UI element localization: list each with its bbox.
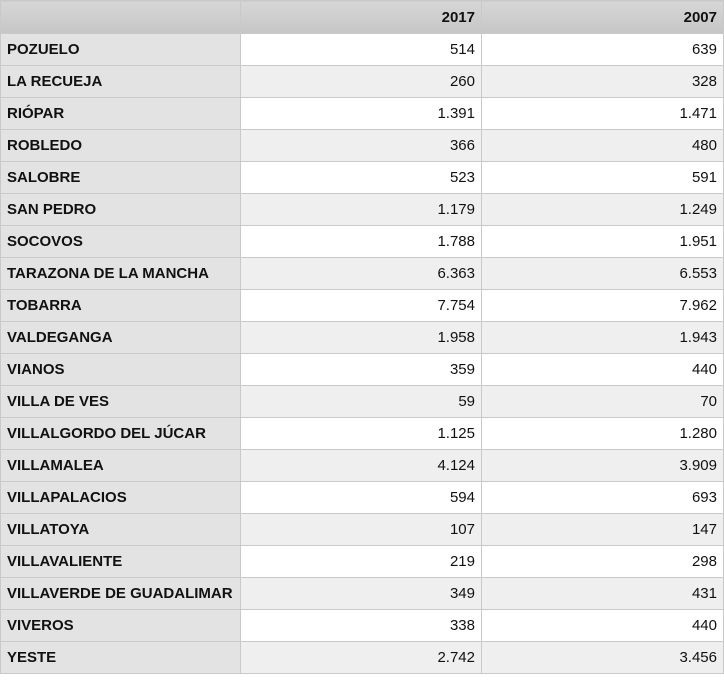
value-2007: 1.471 [482,98,724,130]
table-row [1,514,724,546]
municipality-name: VILLAPALACIOS [1,482,241,514]
table-row [1,66,724,98]
value-2017: 1.788 [241,226,482,258]
value-2007: 6.553 [482,258,724,290]
table-row [1,258,724,290]
value-2007: 591 [482,162,724,194]
value-2017: 514 [241,34,482,66]
value-2007: 3.909 [482,450,724,482]
value-2007: 1.280 [482,418,724,450]
value-2007: 298 [482,546,724,578]
municipality-name: TARAZONA DE LA MANCHA [1,258,241,290]
municipality-name: SALOBRE [1,162,241,194]
municipality-name: VALDEGANGA [1,322,241,354]
table-row [1,98,724,130]
value-2007: 693 [482,482,724,514]
value-2007: 1.943 [482,322,724,354]
table-row [1,130,724,162]
municipality-name: SAN PEDRO [1,194,241,226]
value-2007: 480 [482,130,724,162]
value-2017: 219 [241,546,482,578]
table-row [1,34,724,66]
municipality-name: POZUELO [1,34,241,66]
municipality-name: TOBARRA [1,290,241,322]
municipality-name: VILLATOYA [1,514,241,546]
table-row [1,578,724,610]
value-2017: 107 [241,514,482,546]
value-2017: 338 [241,610,482,642]
value-2007: 147 [482,514,724,546]
table-row [1,194,724,226]
value-2007: 1.249 [482,194,724,226]
value-2017: 4.124 [241,450,482,482]
table-row [1,610,724,642]
municipality-name: VILLAMALEA [1,450,241,482]
value-2007: 431 [482,578,724,610]
value-2007: 1.951 [482,226,724,258]
value-2007: 639 [482,34,724,66]
header-cell-empty [1,1,241,34]
table-row [1,642,724,674]
value-2007: 7.962 [482,290,724,322]
value-2007: 440 [482,354,724,386]
municipality-name: VILLALGORDO DEL JÚCAR [1,418,241,450]
municipality-name: VILLAVALIENTE [1,546,241,578]
table-row [1,386,724,418]
value-2007: 3.456 [482,642,724,674]
header-cell-2017: 2017 [241,1,482,34]
table-row [1,482,724,514]
table-row [1,418,724,450]
value-2017: 366 [241,130,482,162]
header-cell-2007: 2007 [482,1,724,34]
value-2017: 359 [241,354,482,386]
value-2007: 328 [482,66,724,98]
value-2017: 7.754 [241,290,482,322]
value-2017: 260 [241,66,482,98]
header-row [1,1,724,34]
municipality-name: VIVEROS [1,610,241,642]
municipality-name: SOCOVOS [1,226,241,258]
value-2007: 70 [482,386,724,418]
value-2017: 1.391 [241,98,482,130]
value-2017: 594 [241,482,482,514]
value-2017: 59 [241,386,482,418]
table-row [1,290,724,322]
municipality-name: RIÓPAR [1,98,241,130]
table-row [1,450,724,482]
value-2017: 1.125 [241,418,482,450]
value-2017: 523 [241,162,482,194]
value-2017: 2.742 [241,642,482,674]
municipality-name: LA RECUEJA [1,66,241,98]
municipality-name: VILLA DE VES [1,386,241,418]
value-2007: 440 [482,610,724,642]
table-row [1,322,724,354]
table-row [1,162,724,194]
value-2017: 1.179 [241,194,482,226]
table-row [1,546,724,578]
municipality-name: YESTE [1,642,241,674]
municipality-name: VIANOS [1,354,241,386]
value-2017: 6.363 [241,258,482,290]
value-2017: 349 [241,578,482,610]
table-row [1,226,724,258]
municipality-name: VILLAVERDE DE GUADALIMAR [1,578,241,610]
municipality-name: ROBLEDO [1,130,241,162]
value-2017: 1.958 [241,322,482,354]
table-row [1,354,724,386]
